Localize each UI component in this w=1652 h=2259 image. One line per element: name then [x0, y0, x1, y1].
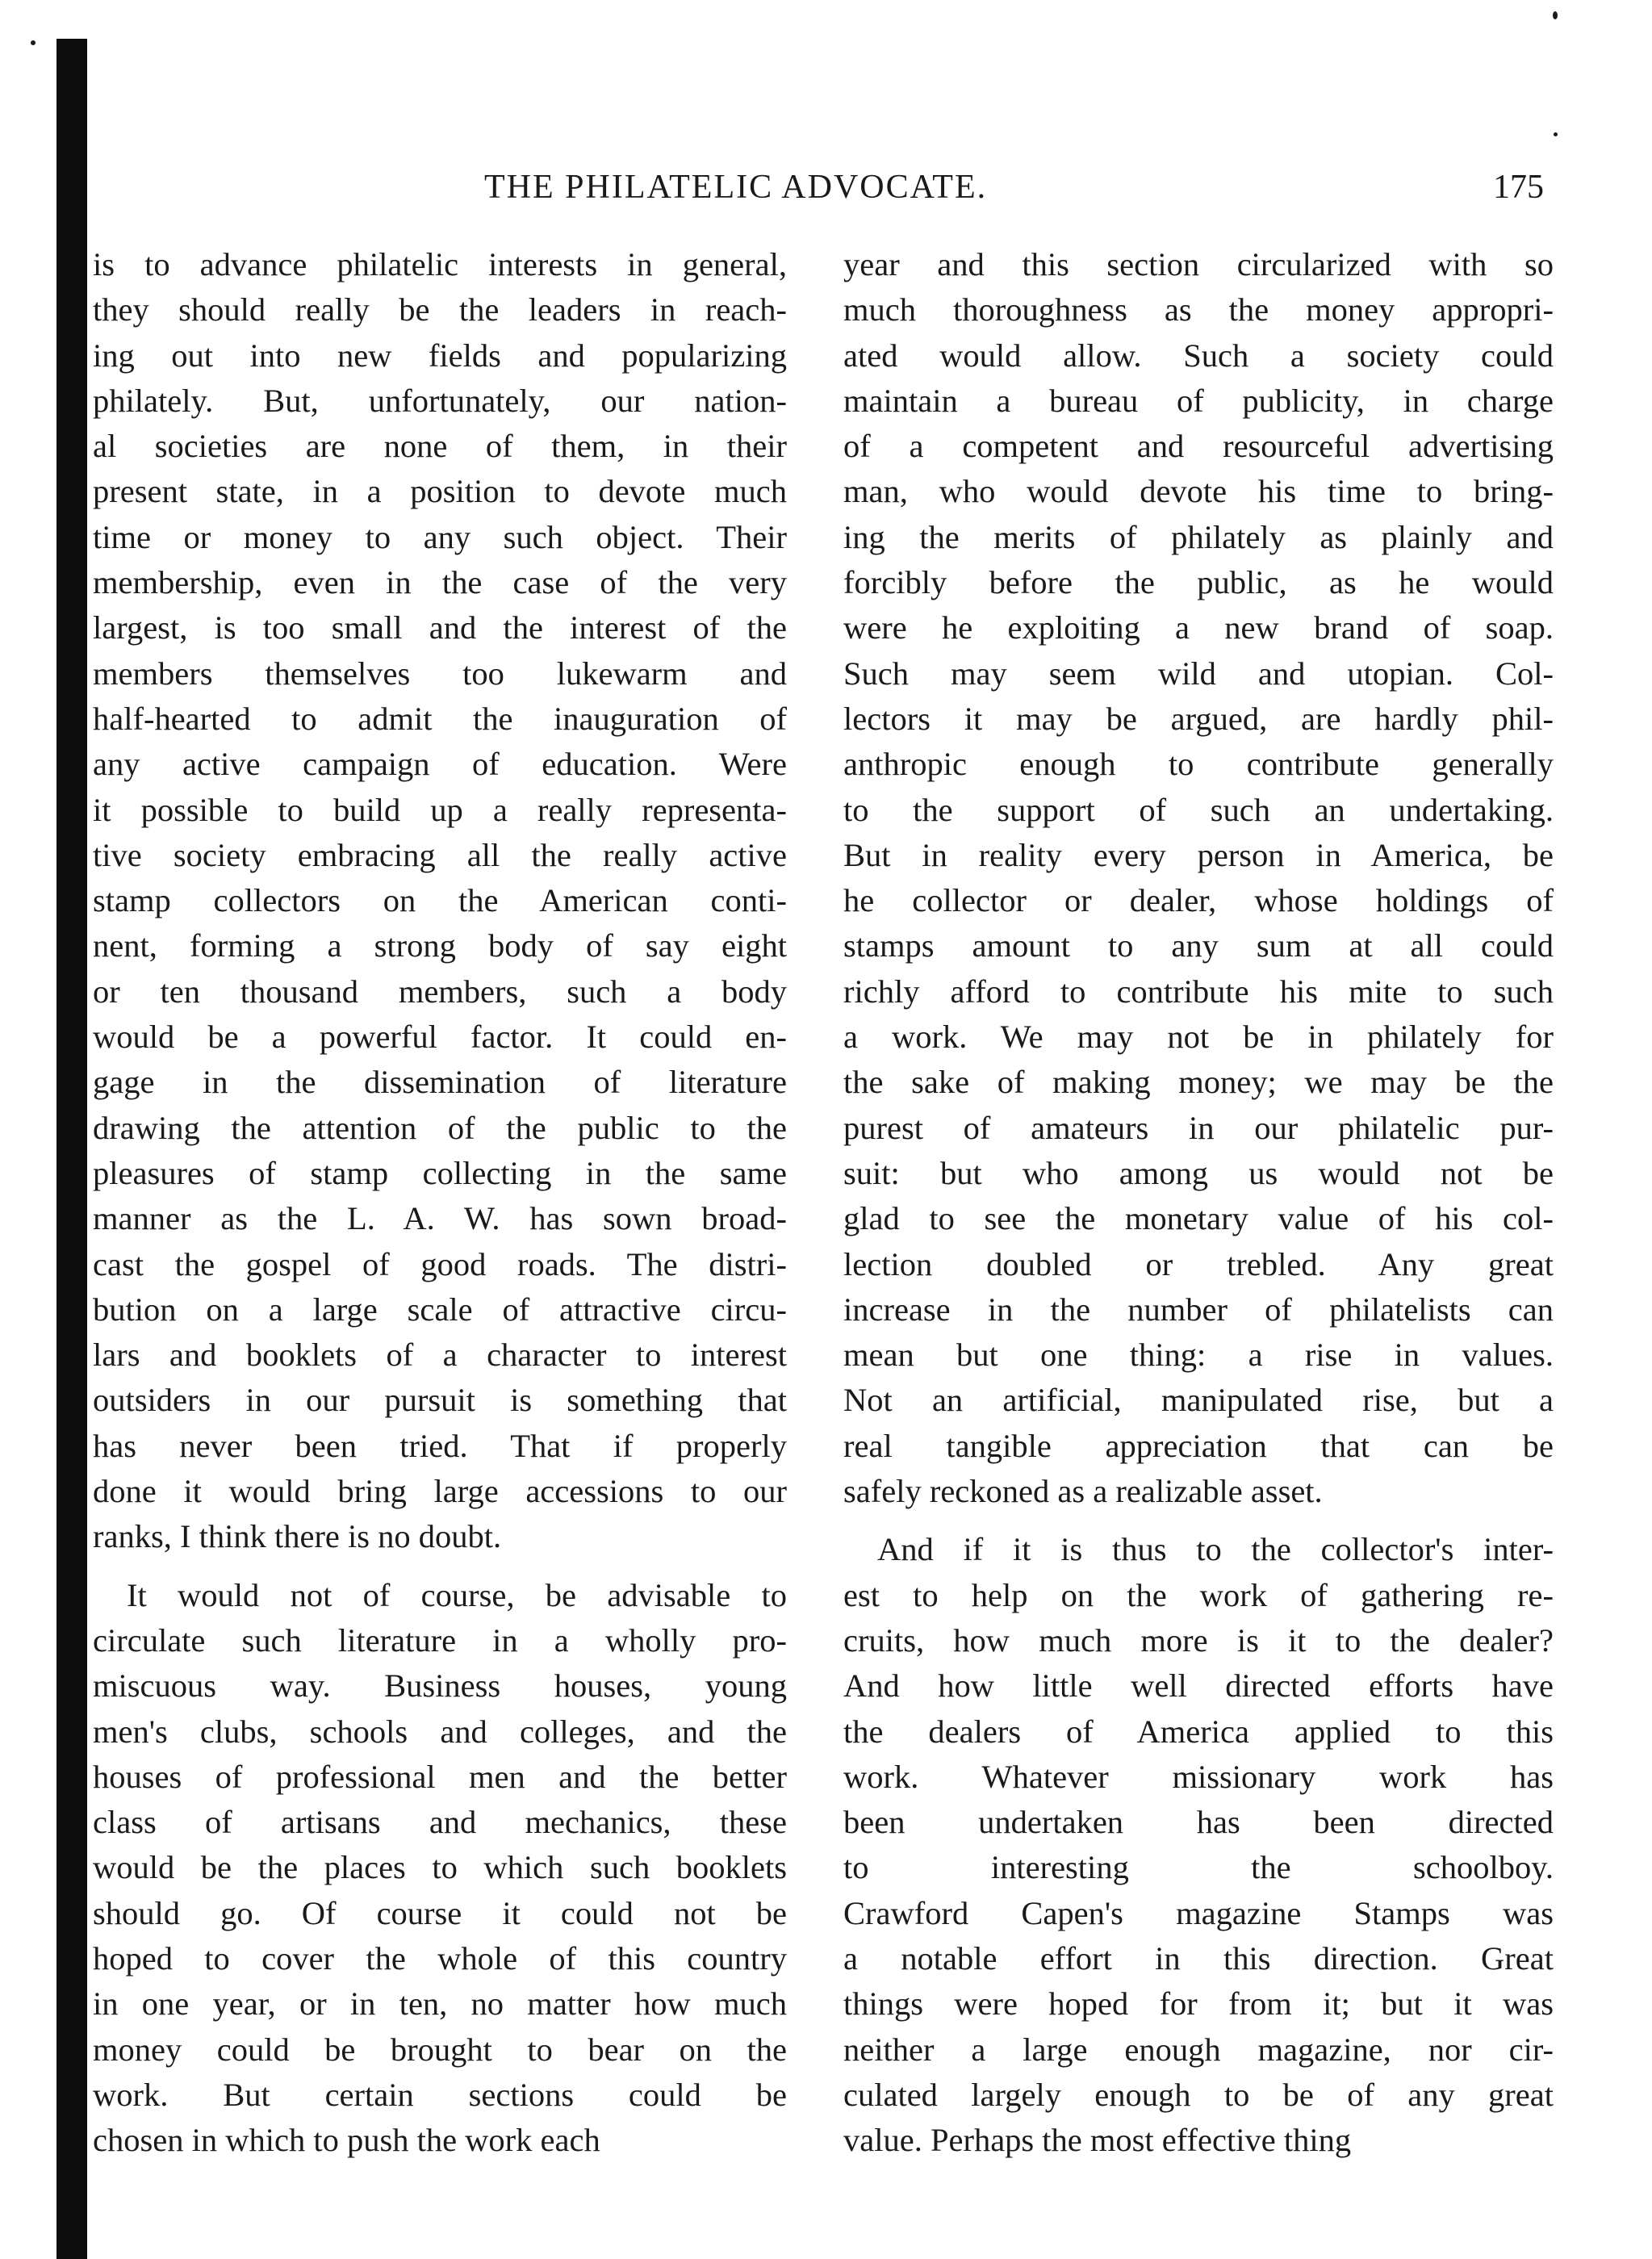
text-line: nent, forming a strong body of say eight: [93, 927, 787, 964]
text-line: outsiders in our pursuit is something that: [93, 1382, 787, 1419]
text-line: they should really be the leaders in reach-: [93, 291, 787, 328]
text-line: It would not of course, be advisable to: [127, 1576, 787, 1613]
text-line: money could be brought to bear on the: [93, 2031, 787, 2068]
journal-title: THE PHILATELIC ADVOCATE.: [484, 169, 988, 206]
text-line: maintain a bureau of publicity, in charge: [843, 382, 1554, 419]
text-line: anthropic enough to contribute generally: [843, 746, 1554, 783]
right-column: [843, 242, 1554, 2163]
text-line: it possible to build up a really representa-: [93, 791, 787, 828]
text-line: miscuous way. Business houses, young: [93, 1667, 787, 1705]
text-line: ated would allow. Such a society could: [843, 337, 1554, 374]
text-line: were he exploiting a new brand of soap.: [843, 609, 1554, 646]
text-line: has never been tried. That if properly: [93, 1427, 787, 1464]
page-speck: [1554, 132, 1558, 136]
text-line: stamps amount to any sum at all could: [843, 927, 1554, 964]
paragraph: [93, 1573, 787, 2164]
text-line: year and this section circularized with so: [843, 246, 1554, 282]
left-column: [93, 242, 787, 2163]
paragraph: [93, 242, 787, 1560]
text-line: tive society embracing all the really active: [93, 836, 787, 873]
text-line: Crawford Capen's magazine Stamps was: [843, 1894, 1554, 1931]
text-line: a notable effort in this direction. Great: [843, 1939, 1554, 1977]
text-line: culated largely enough to be of any great: [843, 2076, 1554, 2113]
paragraph: [843, 1527, 1554, 2163]
page-speck: [1553, 11, 1558, 19]
text-line: man, who would devote his time to bring-: [843, 473, 1554, 510]
text-line: gage in the dissemination of literature: [93, 1064, 787, 1101]
text-line: any active campaign of education. Were: [93, 746, 787, 783]
text-line: lectors it may be argued, are hardly phil-: [843, 700, 1554, 737]
text-line: purest of amateurs in our philatelic pur-: [843, 1109, 1554, 1146]
text-line: membership, even in the case of the very: [93, 564, 787, 601]
paragraph-gap: [93, 1560, 787, 1573]
text-line: And if it is thus to the collector's inter-: [877, 1531, 1554, 1568]
text-line: lection doubled or trebled. Any great: [843, 1245, 1554, 1282]
text-line: safely reckoned as a realizable asset.: [843, 1473, 1323, 1510]
text-line: to interesting the schoolboy.: [843, 1849, 1554, 1886]
text-line: time or money to any such object. Their: [93, 518, 787, 555]
text-line: al societies are none of them, in their: [93, 428, 787, 465]
text-line: largest, is too small and the interest of the: [93, 609, 787, 646]
text-line: been undertaken has been directed: [843, 1804, 1554, 1841]
text-line: ing the merits of philately as plainly and: [843, 518, 1554, 555]
text-line: cast the gospel of good roads. The distri-: [93, 1245, 787, 1282]
text-line: Not an artificial, manipulated rise, but a: [843, 1382, 1554, 1419]
text-line: richly afford to contribute his mite to such: [843, 973, 1554, 1010]
text-line: done it would bring large accessions to our: [93, 1473, 787, 1510]
page-number: 175: [1493, 169, 1544, 206]
text-line: work. But certain sections could be: [93, 2076, 787, 2113]
text-line: members themselves too lukewarm and: [93, 655, 787, 692]
text-line: the sake of making money; we may be the: [843, 1064, 1554, 1101]
text-line: est to help on the work of gathering re-: [843, 1576, 1554, 1613]
text-line: should go. Of course it could not be: [93, 1894, 787, 1931]
text-line: value. Perhaps the most effective thing: [843, 2122, 1352, 2159]
text-line: would be a powerful factor. It could en-: [93, 1019, 787, 1056]
text-line: to the support of such an undertaking.: [843, 791, 1554, 828]
text-line: glad to see the monetary value of his col-: [843, 1200, 1554, 1237]
page-binding-edge: [56, 39, 87, 2259]
text-line: a work. We may not be in philately for: [843, 1019, 1554, 1056]
text-line: manner as the L. A. W. has sown broad-: [93, 1200, 787, 1237]
text-line: neither a large enough magazine, nor cir-: [843, 2031, 1554, 2068]
text-line: suit: but who among us would not be: [843, 1154, 1554, 1191]
text-line: lars and booklets of a character to interest: [93, 1337, 787, 1374]
text-line: pleasures of stamp collecting in the same: [93, 1154, 787, 1191]
text-line: increase in the number of philatelists can: [843, 1291, 1554, 1328]
text-line: in one year, or in ten, no matter how much: [93, 1985, 787, 2023]
text-line: is to advance philatelic interests in general,: [93, 246, 787, 282]
text-line: drawing the attention of the public to the: [93, 1109, 787, 1146]
text-line: present state, in a position to devote much: [93, 473, 787, 510]
text-line: cruits, how much more is it to the dealer?: [843, 1621, 1554, 1659]
text-line: philately. But, unfortunately, our nation-: [93, 382, 787, 419]
text-line: ing out into new fields and popularizing: [93, 337, 787, 374]
text-line: half-hearted to admit the inauguration of: [93, 700, 787, 737]
text-line: chosen in which to push the work each: [93, 2122, 600, 2159]
paragraph: [843, 242, 1554, 1514]
text-line: forcibly before the public, as he would: [843, 564, 1554, 601]
text-line: houses of professional men and the better: [93, 1758, 787, 1795]
text-line: circulate such literature in a wholly pro-: [93, 1621, 787, 1659]
text-line: mean but one thing: a rise in values.: [843, 1337, 1554, 1374]
text-line: of a competent and resourceful advertising: [843, 428, 1554, 465]
text-line: stamp collectors on the American conti-: [93, 882, 787, 919]
running-header: [0, 168, 1652, 224]
text-line: But in reality every person in America, be: [843, 836, 1554, 873]
text-line: ranks, I think there is no doubt.: [93, 1518, 502, 1555]
text-line: the dealers of America applied to this: [843, 1713, 1554, 1750]
text-line: real tangible appreciation that can be: [843, 1427, 1554, 1464]
text-line: bution on a large scale of attractive circu-: [93, 1291, 787, 1328]
paragraph-gap: [843, 1514, 1554, 1527]
text-line: class of artisans and mechanics, these: [93, 1804, 787, 1841]
text-line: hoped to cover the whole of this country: [93, 1939, 787, 1977]
text-line: things were hoped for from it; but it was: [843, 1985, 1554, 2023]
page-speck: [31, 40, 36, 45]
text-line: would be the places to which such booklets: [93, 1849, 787, 1886]
text-line: much thoroughness as the money appropri-: [843, 291, 1554, 328]
text-line: Such may seem wild and utopian. Col-: [843, 655, 1554, 692]
text-line: he collector or dealer, whose holdings of: [843, 882, 1554, 919]
text-line: men's clubs, schools and colleges, and the: [93, 1713, 787, 1750]
text-line: And how little well directed efforts have: [843, 1667, 1554, 1705]
text-line: or ten thousand members, such a body: [93, 973, 787, 1010]
text-line: work. Whatever missionary work has: [843, 1758, 1554, 1795]
